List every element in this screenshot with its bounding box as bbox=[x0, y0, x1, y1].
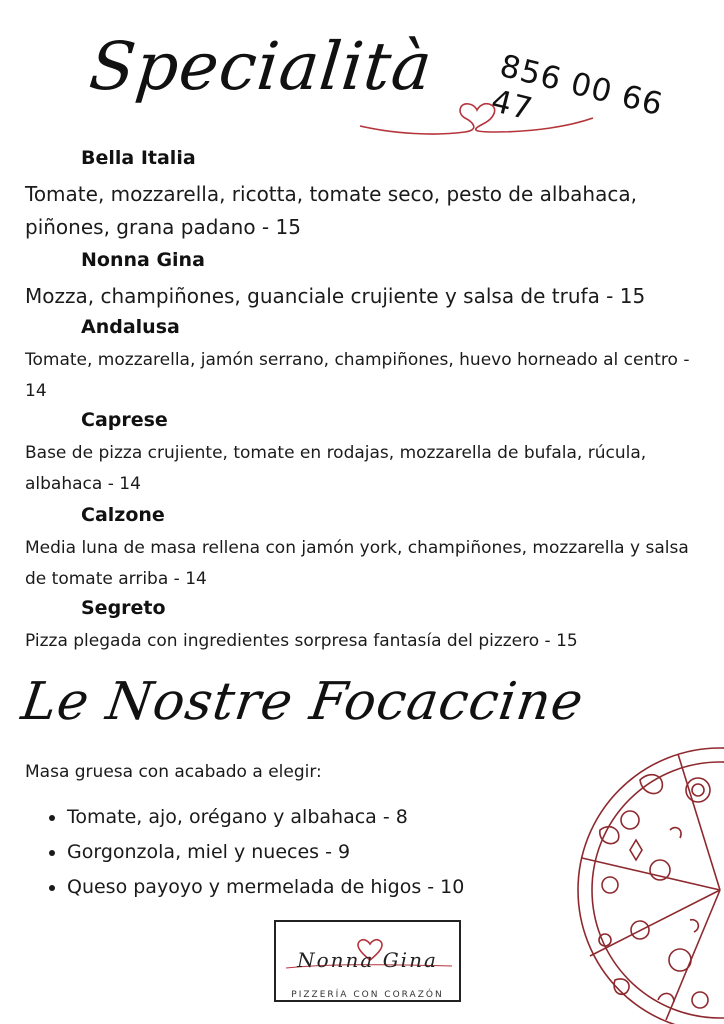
pizza-name-caprese: Caprese bbox=[81, 409, 168, 431]
pizza-name-nonna-gina: Nonna Gina bbox=[81, 249, 205, 271]
pizza-name-andalusa: Andalusa bbox=[81, 316, 180, 338]
pizza-desc-calzone: Media luna de masa rellena con jamón york, champiñones, mozzarella y salsa de tomate arriba - 14 bbox=[25, 538, 689, 589]
pizza-desc-segreto: Pizza plegada con ingredientes sorpresa fantasía del pizzero - 15 bbox=[25, 631, 578, 651]
focaccine-options-list bbox=[45, 800, 464, 905]
focaccine-intro: Masa gruesa con acabado a elegir: bbox=[25, 762, 322, 782]
pizza-illustration-icon bbox=[570, 730, 724, 1024]
pizza-name-segreto: Segreto bbox=[81, 597, 166, 619]
nonna-gina-logo bbox=[274, 920, 461, 1002]
logo-name: Nonna Gina bbox=[297, 948, 438, 972]
pizza-desc-caprese: Base de pizza crujiente, tomate en rodajas, mozzarella de bufala, rúcula, albahaca - 14 bbox=[25, 443, 647, 494]
logo-tagline: PIZZERÍA CON CORAZÓN bbox=[287, 990, 447, 1000]
focaccine-title: Le Nostre Focaccine bbox=[17, 672, 588, 732]
pizza-desc-nonna-gina: Mozza, champiñones, guanciale crujiente y salsa de trufa - 15 bbox=[25, 284, 646, 308]
list-item: • Queso payoyo y mermelada de higos - 10 bbox=[67, 870, 464, 905]
pizza-desc-bella-italia: Tomate, mozzarella, ricotta, tomate seco, pesto de albahaca, piñones, grana padano - 15 bbox=[25, 182, 637, 239]
phone-number[interactable]: 856 00 66 47 bbox=[487, 48, 667, 128]
list-item: • Gorgonzola, miel y nueces - 9 bbox=[67, 835, 464, 870]
heart-swirl-icon bbox=[355, 88, 595, 148]
specialita-title: Specialità bbox=[85, 28, 437, 105]
pizza-name-calzone: Calzone bbox=[81, 504, 165, 526]
pizza-name-bella-italia: Bella Italia bbox=[81, 147, 196, 169]
pizza-desc-andalusa: Tomate, mozzarella, jamón serrano, champiñones, huevo horneado al centro - 14 bbox=[25, 350, 690, 401]
list-item: • Tomate, ajo, orégano y albahaca - 8 bbox=[67, 800, 464, 835]
